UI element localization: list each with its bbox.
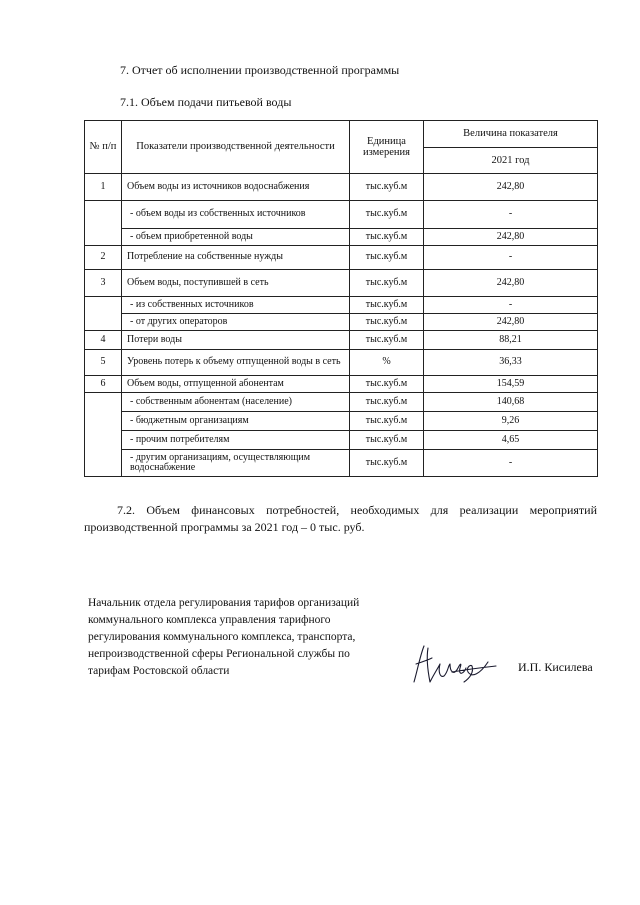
row-indicator: - бюджетным организациям <box>122 412 350 431</box>
handwritten-signature <box>408 638 500 690</box>
signatory-position <box>88 595 408 680</box>
table-row <box>85 350 598 376</box>
row-unit: тыс.куб.м <box>350 297 424 314</box>
row-indicator: Потери воды <box>122 331 350 350</box>
row-unit: тыс.куб.м <box>350 331 424 350</box>
position-line: тарифам Ростовской области <box>88 665 230 677</box>
row-value: 9,26 <box>424 412 598 431</box>
row-value: 242,80 <box>424 229 598 246</box>
row-value: 242,80 <box>424 314 598 331</box>
row-value: 242,80 <box>424 270 598 297</box>
header-num: № п/п <box>85 121 122 174</box>
row-value: 4,65 <box>424 431 598 450</box>
row-num: 6 <box>85 376 122 393</box>
position-line: коммунального комплекса управления тарифного <box>88 614 331 626</box>
row-indicator: - от других операторов <box>122 314 350 331</box>
row-unit: % <box>350 350 424 376</box>
row-unit: тыс.куб.м <box>350 376 424 393</box>
row-unit: тыс.куб.м <box>350 393 424 412</box>
row-unit: тыс.куб.м <box>350 314 424 331</box>
section-title: 7. Отчет об исполнении производственной программы <box>120 63 400 77</box>
table-row <box>85 297 598 314</box>
table-row <box>85 450 598 477</box>
row-unit: тыс.куб.м <box>350 201 424 229</box>
row-value: 154,59 <box>424 376 598 393</box>
header-indicator: Показатели производственной деятельности <box>122 121 350 174</box>
table-row <box>85 393 598 412</box>
row-indicator: - объем воды из собственных источников <box>122 201 350 229</box>
row-unit: тыс.куб.м <box>350 412 424 431</box>
table-row <box>85 331 598 350</box>
row-unit: тыс.куб.м <box>350 270 424 297</box>
row-indicator: Объем воды, поступившей в сеть <box>122 270 350 297</box>
subsection-title: 7.1. Объем подачи питьевой воды <box>120 95 292 109</box>
row-indicator: Потребление на собственные нужды <box>122 246 350 270</box>
row-indicator: - другим организациям, осуществляющим водоснабжение <box>122 450 350 477</box>
position-line: регулирования коммунального комплекса, транспорта, <box>88 631 356 643</box>
row-num: 1 <box>85 174 122 201</box>
row-num <box>85 393 122 477</box>
row-value: 242,80 <box>424 174 598 201</box>
row-indicator: - объем приобретенной воды <box>122 229 350 246</box>
row-indicator: Объем воды, отпущенной абонентам <box>122 376 350 393</box>
row-value: - <box>424 450 598 477</box>
table-row <box>85 229 598 246</box>
signer-name: И.П. Кисилева <box>518 660 593 674</box>
row-value: 140,68 <box>424 393 598 412</box>
table-row <box>85 201 598 229</box>
header-year: 2021 год <box>424 148 598 174</box>
row-indicator: Уровень потерь к объему отпущенной воды в сеть <box>122 350 350 376</box>
row-unit: тыс.куб.м <box>350 450 424 477</box>
row-value: 88,21 <box>424 331 598 350</box>
row-indicator: - прочим потребителям <box>122 431 350 450</box>
row-indicator: Объем воды из источников водоснабжения <box>122 174 350 201</box>
row-value: - <box>424 201 598 229</box>
header-unit: Единица измерения <box>350 121 424 174</box>
row-indicator: - собственным абонентам (население) <box>122 393 350 412</box>
table-row <box>85 246 598 270</box>
row-value: - <box>424 297 598 314</box>
row-num <box>85 201 122 246</box>
row-num: 3 <box>85 270 122 297</box>
table-row <box>85 314 598 331</box>
row-unit: тыс.куб.м <box>350 229 424 246</box>
row-unit: тыс.куб.м <box>350 246 424 270</box>
row-unit: тыс.куб.м <box>350 174 424 201</box>
table-row <box>85 270 598 297</box>
table-row <box>85 431 598 450</box>
financial-needs-paragraph: 7.2. Объем финансовых потребностей, необходимых для реализации мероприятий производственной программы за 2021 год – 0 тыс. руб. <box>84 503 597 534</box>
table-row <box>85 376 598 393</box>
position-line: непроизводственной сферы Региональной службы по <box>88 648 350 660</box>
table-row <box>85 412 598 431</box>
row-num <box>85 297 122 331</box>
water-supply-table <box>84 120 598 477</box>
row-value: - <box>424 246 598 270</box>
header-value: Величина показателя <box>424 121 598 148</box>
row-value: 36,33 <box>424 350 598 376</box>
position-line: Начальник отдела регулирования тарифов организаций <box>88 597 360 609</box>
row-indicator: - из собственных источников <box>122 297 350 314</box>
row-num: 4 <box>85 331 122 350</box>
table-row <box>85 174 598 201</box>
row-num: 5 <box>85 350 122 376</box>
row-num: 2 <box>85 246 122 270</box>
row-unit: тыс.куб.м <box>350 431 424 450</box>
